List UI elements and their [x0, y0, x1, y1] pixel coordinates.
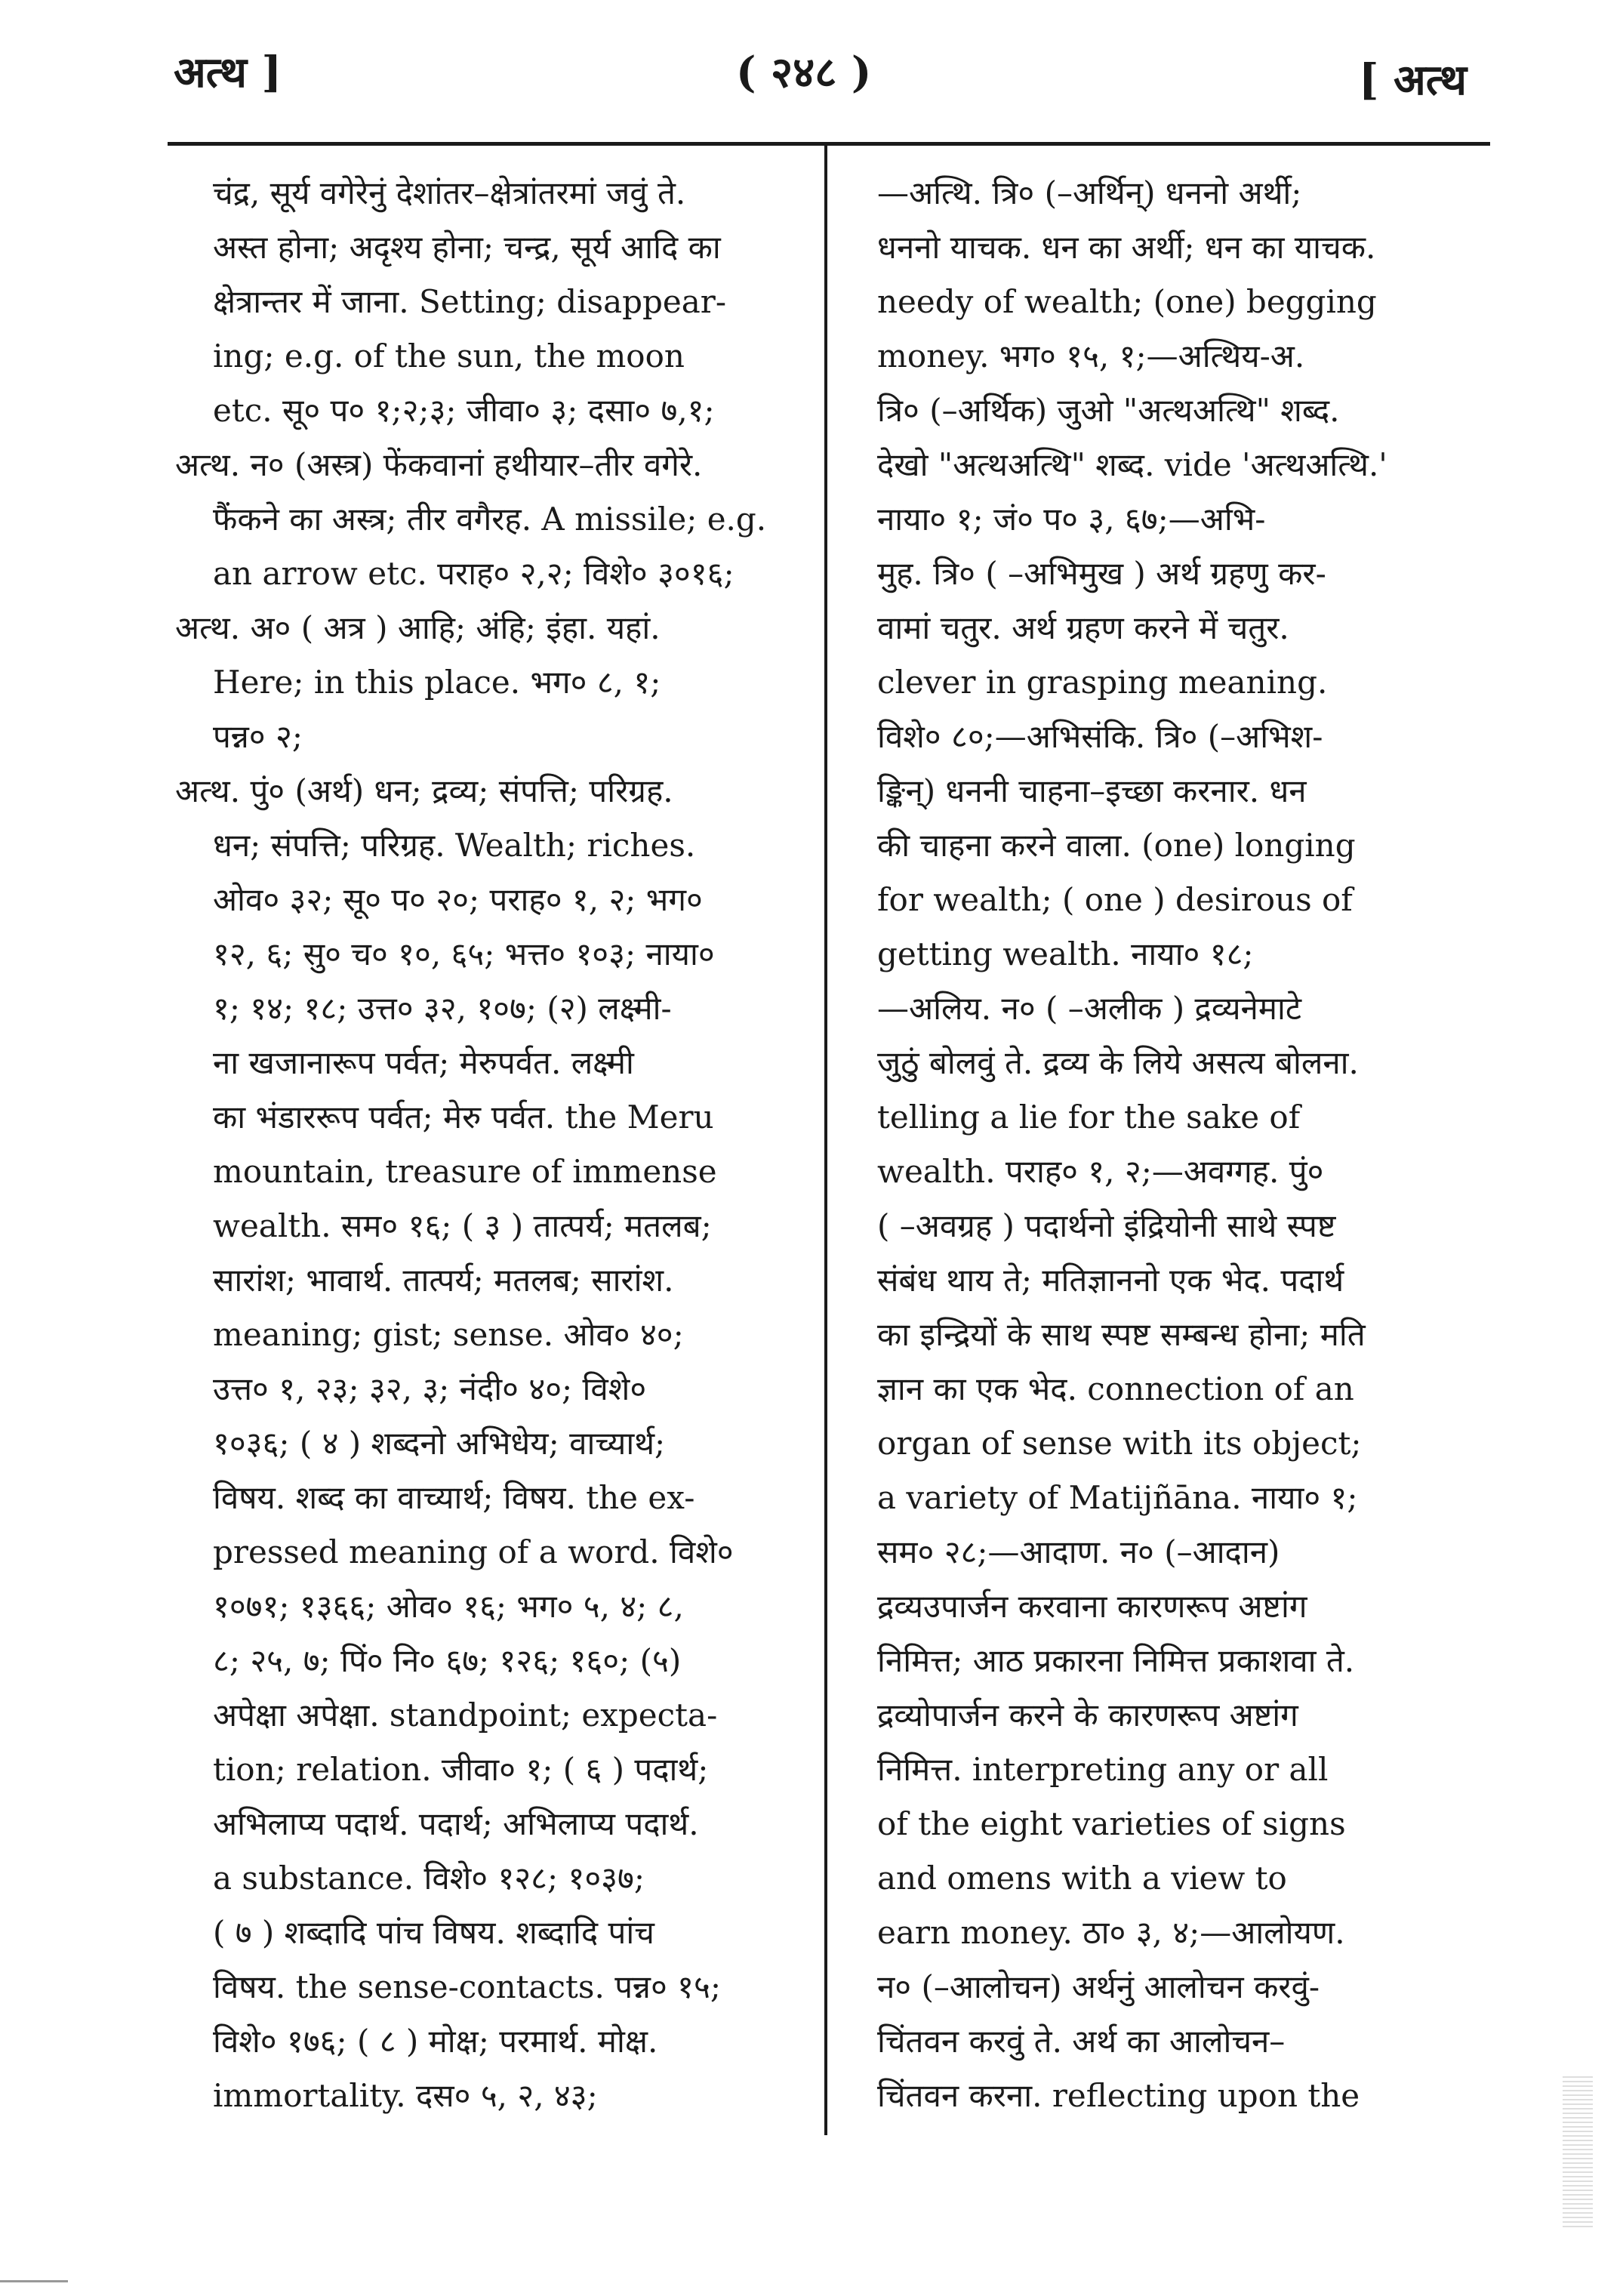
text-line: अपेक्षा अपेक्षा. standpoint; expecta- [213, 1697, 718, 1734]
column-divider [824, 142, 827, 2135]
text-line: ना खजानारूप पर्वत; मेरुपर्वत. लक्ष्मी [213, 1044, 634, 1081]
text-line: ( ७ ) शब्दादि पांच विषय. शब्दादि पांच [213, 1914, 654, 1951]
text-line: अभिलाप्य पदार्थ. पदार्थ; अभिलाप्य पदार्थ. [213, 1805, 699, 1842]
text-line: विषय. the sense-contacts. पन्न० १५; [213, 1968, 722, 2005]
text-line: ओव० ३२; सू० प० २०; पराह० १, २; भग० [213, 881, 703, 918]
text-line: and omens with a view to [877, 1860, 1287, 1897]
text-line: त्रि० (–अर्थिक) जुओ "अत्थअत्थि" शब्द. [877, 392, 1340, 429]
text-line: clever in grasping meaning. [877, 664, 1328, 701]
text-line: अत्थ. अ० ( अत्र ) आहि; अंहि; इंहा. यहां. [175, 609, 661, 646]
text-line: विशे० १७६; ( ८ ) मोक्ष; परमार्थ. मोक्ष. [213, 2023, 658, 2060]
text-line: a variety of Matijñāna. नाया० १; [877, 1479, 1358, 1516]
text-line: money. भग० १५, १;—अत्थिय-अ. [877, 337, 1305, 374]
text-line: ङ्किन्) धननी चाहना–इच्छा करनार. धन [877, 772, 1307, 809]
running-head-left: अत्थ ] [174, 48, 282, 97]
scan-edge-mark [0, 2280, 68, 2282]
text-line: an arrow etc. पराह० २,२; विशे० ३०१६; [213, 555, 735, 592]
text-line: क्षेत्रान्तर में जाना. Setting; disappear- [213, 283, 727, 320]
text-line: —अत्थि. त्रि० (–अर्थिन्) धननो अर्थी; [877, 174, 1302, 211]
text-line: organ of sense with its object; [877, 1425, 1362, 1462]
text-line: वामां चतुर. अर्थ ग्रहण करने में चतुर. [877, 609, 1289, 646]
text-line: फैंकने का अस्त्र; तीर वगैरह. A missile; e.g. [213, 501, 767, 538]
text-line: नाया० १; जं० प० ३, ६७;—अभि- [877, 501, 1266, 538]
text-line: का भंडाररूप पर्वत; मेरु पर्वत. the Meru [213, 1099, 714, 1136]
page-header [0, 0, 1623, 151]
text-line: —अलिय. न० ( –अलीक ) द्रव्यनेमाटे [877, 990, 1302, 1027]
text-line: ing; e.g. of the sun, the moon [213, 337, 685, 374]
text-line: etc. सू० प० १;२;३; जीवा० ३; दसा० ७,१; [213, 392, 715, 429]
text-line: wealth. पराह० १, २;—अवग्गह. पुं० [877, 1153, 1324, 1190]
text-line: सम० २८;—आदाण. न० (–आदान) [877, 1533, 1280, 1570]
text-line: meaning; gist; sense. ओव० ४०; [213, 1316, 684, 1353]
text-line: धननो याचक. धन का अर्थी; धन का याचक. [877, 229, 1376, 266]
text-line: needy of wealth; (one) begging [877, 283, 1377, 320]
text-line: pressed meaning of a word. विशे० [213, 1533, 734, 1570]
text-line: अत्थ. न० (अस्त्र) फेंकवानां हथीयार–तीर वगेरे. [175, 446, 703, 483]
text-line: mountain, treasure of immense [213, 1153, 717, 1190]
text-line: संबंध थाय ते; मतिज्ञाननो एक भेद. पदार्थ [877, 1262, 1344, 1299]
text-line: चंद्र, सूर्य वगेरेनुं देशांतर–क्षेत्रांतरमां जवुं ते. [213, 174, 686, 211]
text-line: अत्थ. पुं० (अर्थ) धन; द्रव्य; संपत्ति; परिग्रह. [175, 772, 673, 809]
text-line: की चाहना करने वाला. (one) longing [877, 827, 1356, 864]
text-line: चिंतवन करवुं ते. अर्थ का आलोचन– [877, 2023, 1286, 2060]
text-line: जुठुं बोलवुं ते. द्रव्य के लिये असत्य बोलना. [877, 1044, 1359, 1081]
left-column [175, 166, 802, 2123]
text-line: tion; relation. जीवा० १; ( ६ ) पदार्थ; [213, 1751, 709, 1788]
text-line: १२, ६; सु० च० १०, ६५; भत्त० १०३; नाया० [213, 935, 715, 972]
text-line: अस्त होना; अदृश्य होना; चन्द्र, सूर्य आदि का [213, 229, 721, 266]
text-line: ( –अवग्रह ) पदार्थनो इंद्रियोनी साथे स्पष्ट [877, 1207, 1336, 1244]
text-line: सारांश; भावार्थ. तात्पर्य; मतलब; सारांश. [213, 1262, 674, 1299]
text-line: ८; २५, ७; पिं० नि० ६७; १२६; १६०; (५) [213, 1642, 682, 1679]
text-line: चिंतवन करना. reflecting upon the [877, 2077, 1360, 2114]
text-line: wealth. सम० १६; ( ३ ) तात्पर्य; मतलब; [213, 1207, 712, 1244]
text-line: विषय. शब्द का वाच्यार्थ; विषय. the ex- [213, 1479, 695, 1516]
right-column [877, 166, 1481, 2123]
text-line: मुह. त्रि० ( –अभिमुख ) अर्थ ग्रहणु कर- [877, 555, 1326, 592]
text-line: देखो "अत्थअत्थि" शब्द. vide 'अत्थअत्थि.' [877, 446, 1387, 483]
text-line: १; १४; १८; उत्त० ३२, १०७; (२) लक्ष्मी- [213, 990, 672, 1027]
text-line: earn money. ठा० ३, ४;—आलोयण. [877, 1914, 1345, 1951]
text-line: getting wealth. नाया० १८; [877, 935, 1254, 972]
text-line: १०७१; १३६६; ओव० १६; भग० ५, ४; ८, [213, 1588, 684, 1625]
text-line: निमित्त. interpreting any or all [877, 1751, 1329, 1788]
text-line: उत्त० १, २३; ३२, ३; नंदी० ४०; विशे० [213, 1370, 647, 1407]
text-line: धन; संपत्ति; परिग्रह. Wealth; riches. [213, 827, 696, 864]
header-rule [168, 142, 1490, 146]
text-line: पन्न० २; [213, 718, 303, 755]
text-line: a substance. विशे० १२८; १०३७; [213, 1860, 645, 1897]
text-line: द्रव्योपार्जन करने के कारणरूप अष्टांग [877, 1697, 1298, 1734]
text-line: of the eight varieties of signs [877, 1805, 1346, 1842]
text-line: immortality. दस० ५, २, ४३; [213, 2077, 598, 2114]
page-number: ( २४८ ) [736, 48, 872, 97]
text-line: न० (–आलोचन) अर्थनुं आलोचन करवुं- [877, 1968, 1320, 2005]
text-line: विशे० ८०;—अभिसंकि. त्रि० (–अभिश- [877, 718, 1323, 755]
text-line: ज्ञान का एक भेद. connection of an [877, 1370, 1354, 1407]
text-line: for wealth; ( one ) desirous of [877, 881, 1353, 918]
text-line: निमित्त; आठ प्रकारना निमित्त प्रकाशवा ते. [877, 1642, 1355, 1679]
scan-artifact [1563, 2076, 1593, 2227]
text-line: द्रव्यउपार्जन करवाना कारणरूप अष्टांग [877, 1588, 1307, 1625]
text-line: Here; in this place. भग० ८, १; [213, 664, 661, 701]
text-line: का इन्द्रियों के साथ स्पष्ट सम्बन्ध होना; मति [877, 1316, 1366, 1353]
running-head-right: [ अत्थ [1359, 55, 1467, 105]
text-line: telling a lie for the sake of [877, 1099, 1301, 1136]
text-line: १०३६; ( ४ ) शब्दनो अभिधेय; वाच्यार्थ; [213, 1425, 666, 1462]
